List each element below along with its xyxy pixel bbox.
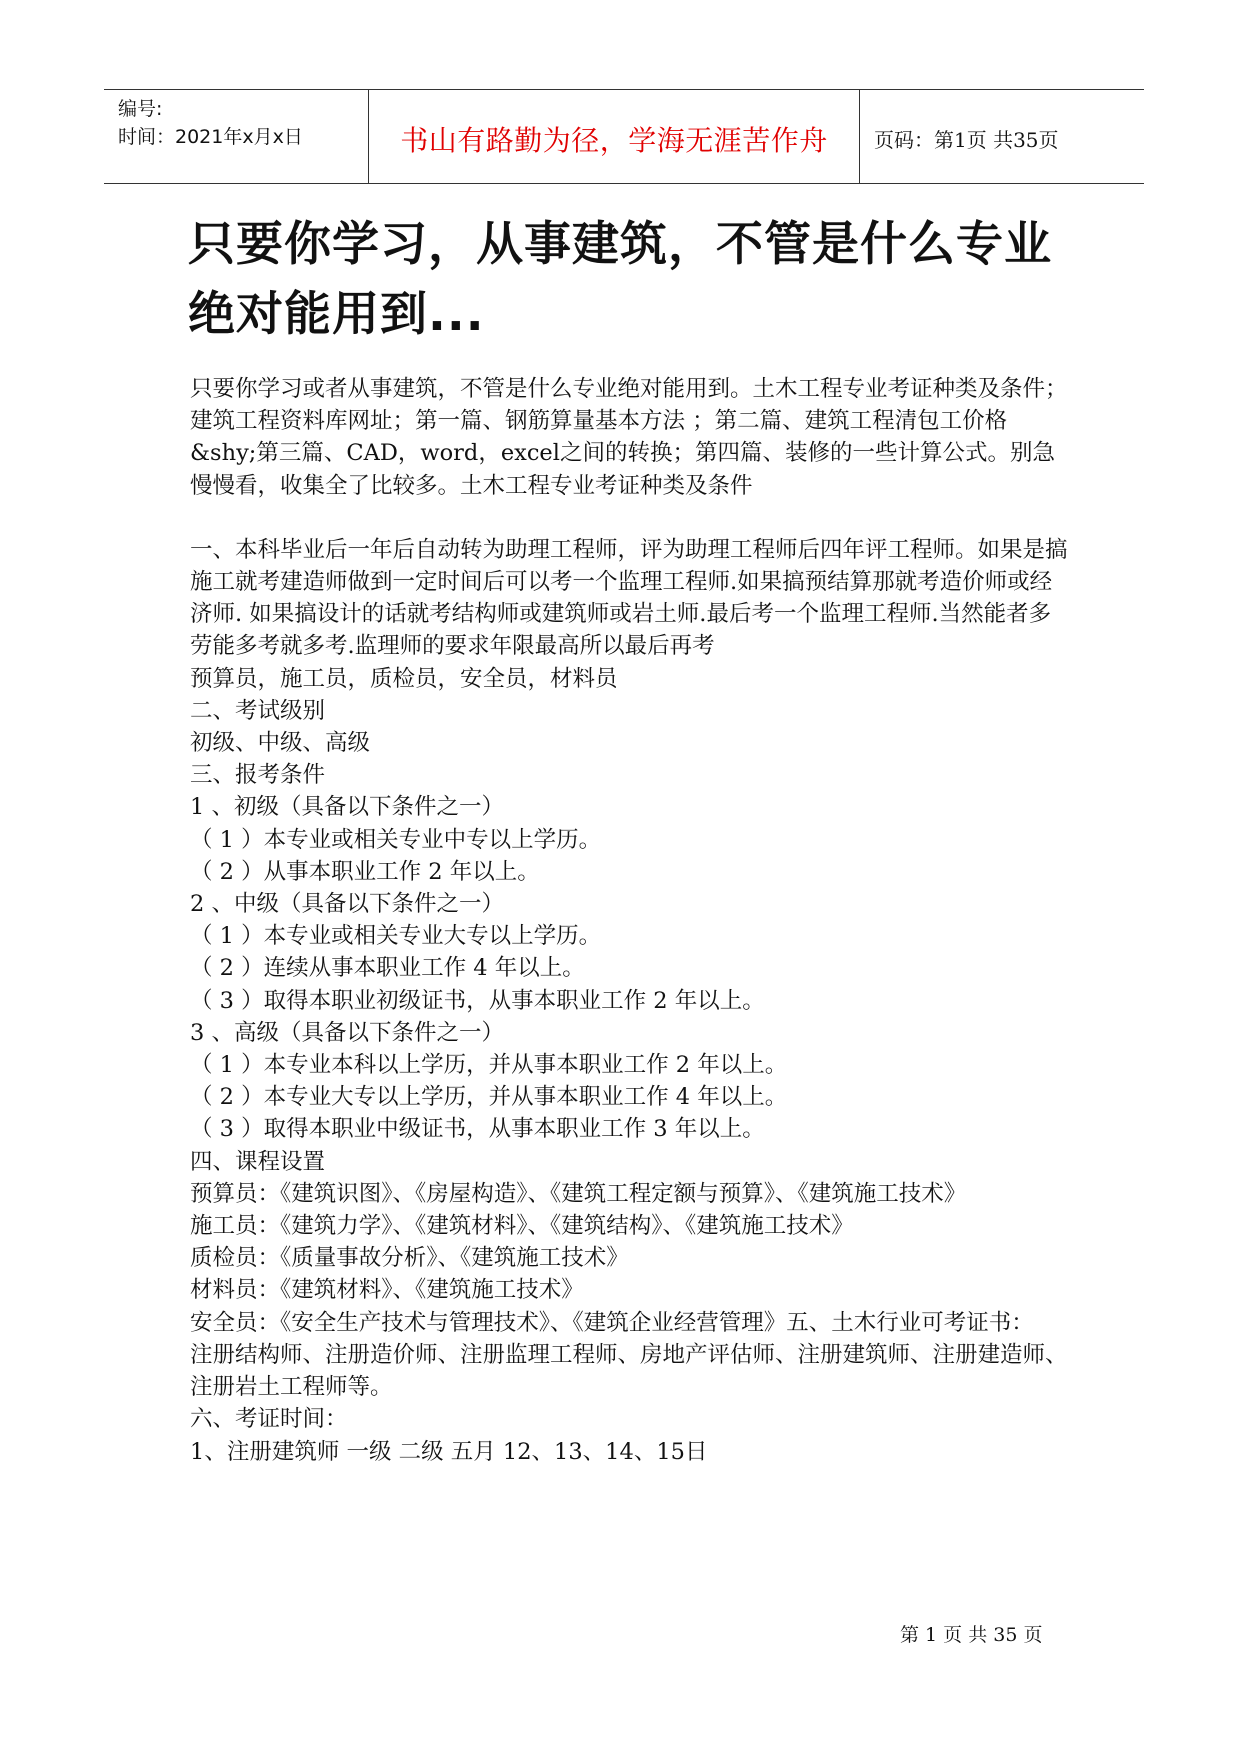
section-heading: 四、课程设置: [190, 1148, 326, 1175]
document-body: [190, 373, 1070, 1468]
list-item: （ 1 ）本专业或相关专业大专以上学历。: [190, 923, 602, 950]
document-header: [104, 89, 1144, 184]
section-heading: 六、考证时间：: [190, 1406, 348, 1433]
list-item: 2 、中级（具备以下条件之一）: [190, 891, 504, 918]
document-number-label: 编号:: [118, 98, 163, 120]
list-item: 1、注册建筑师 一级 二级 五月 12、13、14、15日: [190, 1438, 708, 1465]
document-time-label: 时间：2021年x月x日: [118, 126, 303, 148]
body-paragraph: 初级、中级、高级: [190, 730, 371, 757]
list-item: （ 2 ）从事本职业工作 2 年以上。: [190, 858, 540, 885]
list-item: （ 3 ）取得本职业初级证书，从事本职业工作 2 年以上。: [190, 987, 765, 1014]
list-item: 预算员：《建筑识图》、《房屋构造》、《建筑工程定额与预算》、《建筑施工技术》: [190, 1180, 967, 1207]
header-page-cell: [860, 90, 1144, 183]
list-item: （ 2 ）连续从事本职业工作 4 年以上。: [190, 955, 585, 982]
paragraph-spacer: [190, 502, 1070, 534]
list-item: （ 1 ）本专业或相关专业中专以上学历。: [190, 826, 602, 853]
header-left-cell: [104, 90, 366, 183]
header-motto: 书山有路勤为径，学海无涯苦作舟: [400, 124, 828, 157]
body-paragraph: 预算员，施工员，质检员，安全员，材料员: [190, 665, 618, 692]
list-item: 注册结构师、注册造价师、注册监理工程师、房地产评估师、注册建筑师、注册建造师、注册岩土工程师等。: [190, 1341, 1068, 1401]
body-paragraph: 一、本科毕业后一年后自动转为助理工程师，评为助理工程师后四年评工程师。如果是搞施工就考建造师做到一定时间后可以考一个监理工程师.如果搞预结算那就考造价师或经济师. 如果搞设计的话就考结构师或建筑师或岩土师.最后考一个监理工程师.当然能者多劳能多考就多考.监理师的要求年限最高所以最后再考: [190, 536, 1068, 660]
document-title: 只要你学习，从事建筑，不管是什么专业绝对能用到...: [188, 217, 1052, 342]
list-item: （ 2 ）本专业大专以上学历，并从事本职业工作 4 年以上。: [190, 1084, 788, 1111]
section-heading: 三、报考条件: [190, 762, 326, 789]
header-page-code: 页码：第1页 共35页: [874, 128, 1059, 152]
section-heading: 二、考试级别: [190, 697, 326, 724]
list-item: 安全员：《安全生产技术与管理技术》、《建筑企业经营管理》五、土木行业可考证书：: [190, 1309, 1034, 1336]
list-item: 施工员：《建筑力学》、《建筑材料》、《建筑结构》、《建筑施工技术》: [190, 1213, 854, 1240]
header-motto-cell: [368, 90, 860, 183]
list-item: 材料员：《建筑材料》、《建筑施工技术》: [190, 1277, 584, 1304]
list-item: 质检员：《质量事故分析》、《建筑施工技术》: [190, 1245, 629, 1272]
page-footer: 第 1 页 共 35 页: [900, 1624, 1043, 1646]
list-item: （ 3 ）取得本职业中级证书，从事本职业工作 3 年以上。: [190, 1116, 765, 1143]
list-item: 3 、高级（具备以下条件之一）: [190, 1019, 504, 1046]
list-item: （ 1 ）本专业本科以上学历，并从事本职业工作 2 年以上。: [190, 1052, 788, 1079]
list-item: 1 、初级（具备以下条件之一）: [190, 794, 504, 821]
intro-paragraph: 只要你学习或者从事建筑，不管是什么专业绝对能用到。土木工程专业考证种类及条件；建筑工程资料库网址；第一篇、钢筋算量基本方法 ；第二篇、建筑工程清包工价格&shy;第三篇、CAD，word，excel之间的转换；第四篇、装修的一些计算公式。别急慢慢看，收集全了比较多。土木工程专业考证种类及条件: [190, 376, 1068, 499]
